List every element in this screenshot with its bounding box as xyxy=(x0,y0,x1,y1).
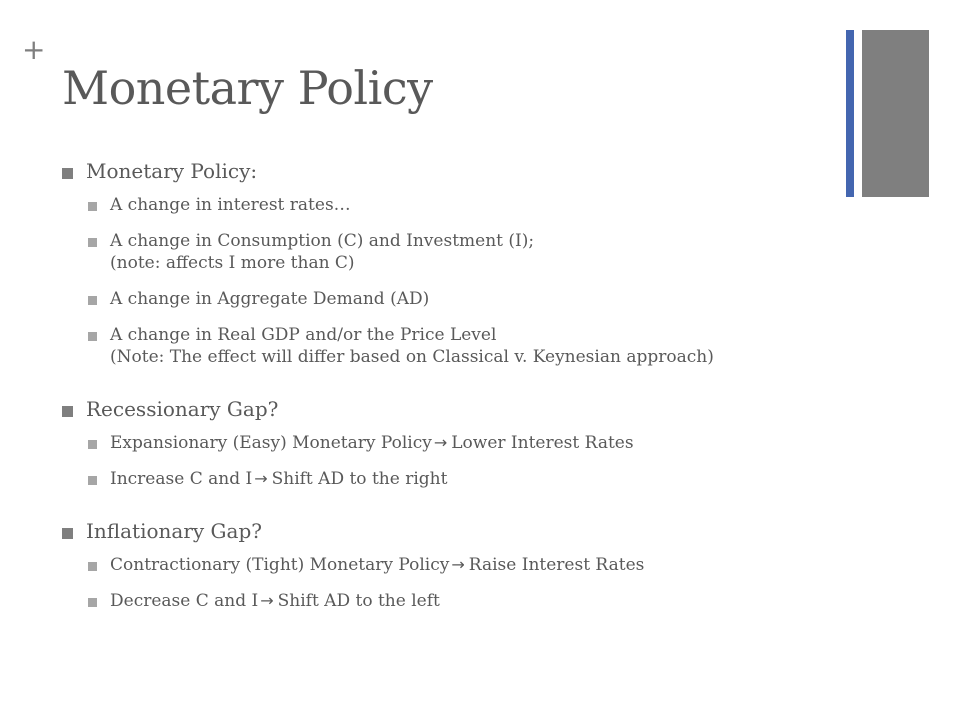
sub-bullet-text: A change in Aggregate Demand (AD) xyxy=(110,289,430,309)
sub-bullet-text: Decrease C and I xyxy=(110,591,259,611)
sub-bullet-result: Raise Interest Rates xyxy=(468,555,645,575)
sub-bullet xyxy=(62,288,892,310)
sub-bullet-text: A change in interest rates… xyxy=(110,195,351,215)
square-bullet-icon xyxy=(88,476,97,485)
sub-bullet-text: Increase C and I xyxy=(110,469,253,489)
right-arrow-icon: → xyxy=(433,433,448,452)
square-bullet-icon xyxy=(62,528,73,539)
square-bullet-icon xyxy=(88,202,97,211)
sub-bullet xyxy=(62,432,892,454)
bullet-recessionary-gap xyxy=(62,396,892,422)
sub-bullet xyxy=(62,554,892,576)
sub-bullet-result: Shift AD to the right xyxy=(271,469,448,489)
sub-bullet-text: Expansionary (Easy) Monetary Policy xyxy=(110,433,432,453)
right-arrow-icon: → xyxy=(260,591,274,610)
bullet-heading: Inflationary Gap? xyxy=(86,519,262,543)
sub-bullet xyxy=(62,324,892,368)
sub-bullet-result: Shift AD to the left xyxy=(277,591,440,611)
square-bullet-icon xyxy=(88,598,97,607)
right-arrow-icon: → xyxy=(451,555,465,574)
square-bullet-icon xyxy=(88,332,97,341)
square-bullet-icon xyxy=(62,406,73,417)
square-bullet-icon xyxy=(88,238,97,247)
sub-bullet xyxy=(62,230,892,274)
sub-bullet-text: A change in Real GDP and/or the Price Level xyxy=(110,325,497,345)
plus-icon: + xyxy=(22,33,46,66)
slide-title: Monetary Policy xyxy=(62,61,433,115)
square-bullet-icon xyxy=(62,168,73,179)
sub-bullet xyxy=(62,590,892,612)
sub-bullet-text: Contractionary (Tight) Monetary Policy xyxy=(110,555,450,575)
square-bullet-icon xyxy=(88,440,97,449)
bullet-inflationary-gap xyxy=(62,518,892,544)
sub-bullet xyxy=(62,468,892,490)
bullet-heading: Recessionary Gap? xyxy=(86,397,279,421)
sub-bullet-text: A change in Consumption (C) and Investment (I); xyxy=(110,231,535,251)
sub-bullet-result: Lower Interest Rates xyxy=(451,433,634,453)
right-arrow-icon: → xyxy=(254,469,268,488)
sub-bullet-text-continued: (Note: The effect will differ based on Classical v. Keynesian approach) xyxy=(110,347,714,367)
bullet-monetary-policy xyxy=(62,158,892,184)
sub-bullet xyxy=(62,194,892,216)
sub-bullet-text-continued: (note: affects I more than C) xyxy=(110,253,355,273)
square-bullet-icon xyxy=(88,562,97,571)
slide-content xyxy=(62,158,892,612)
bullet-heading: Monetary Policy: xyxy=(86,159,258,183)
square-bullet-icon xyxy=(88,296,97,305)
